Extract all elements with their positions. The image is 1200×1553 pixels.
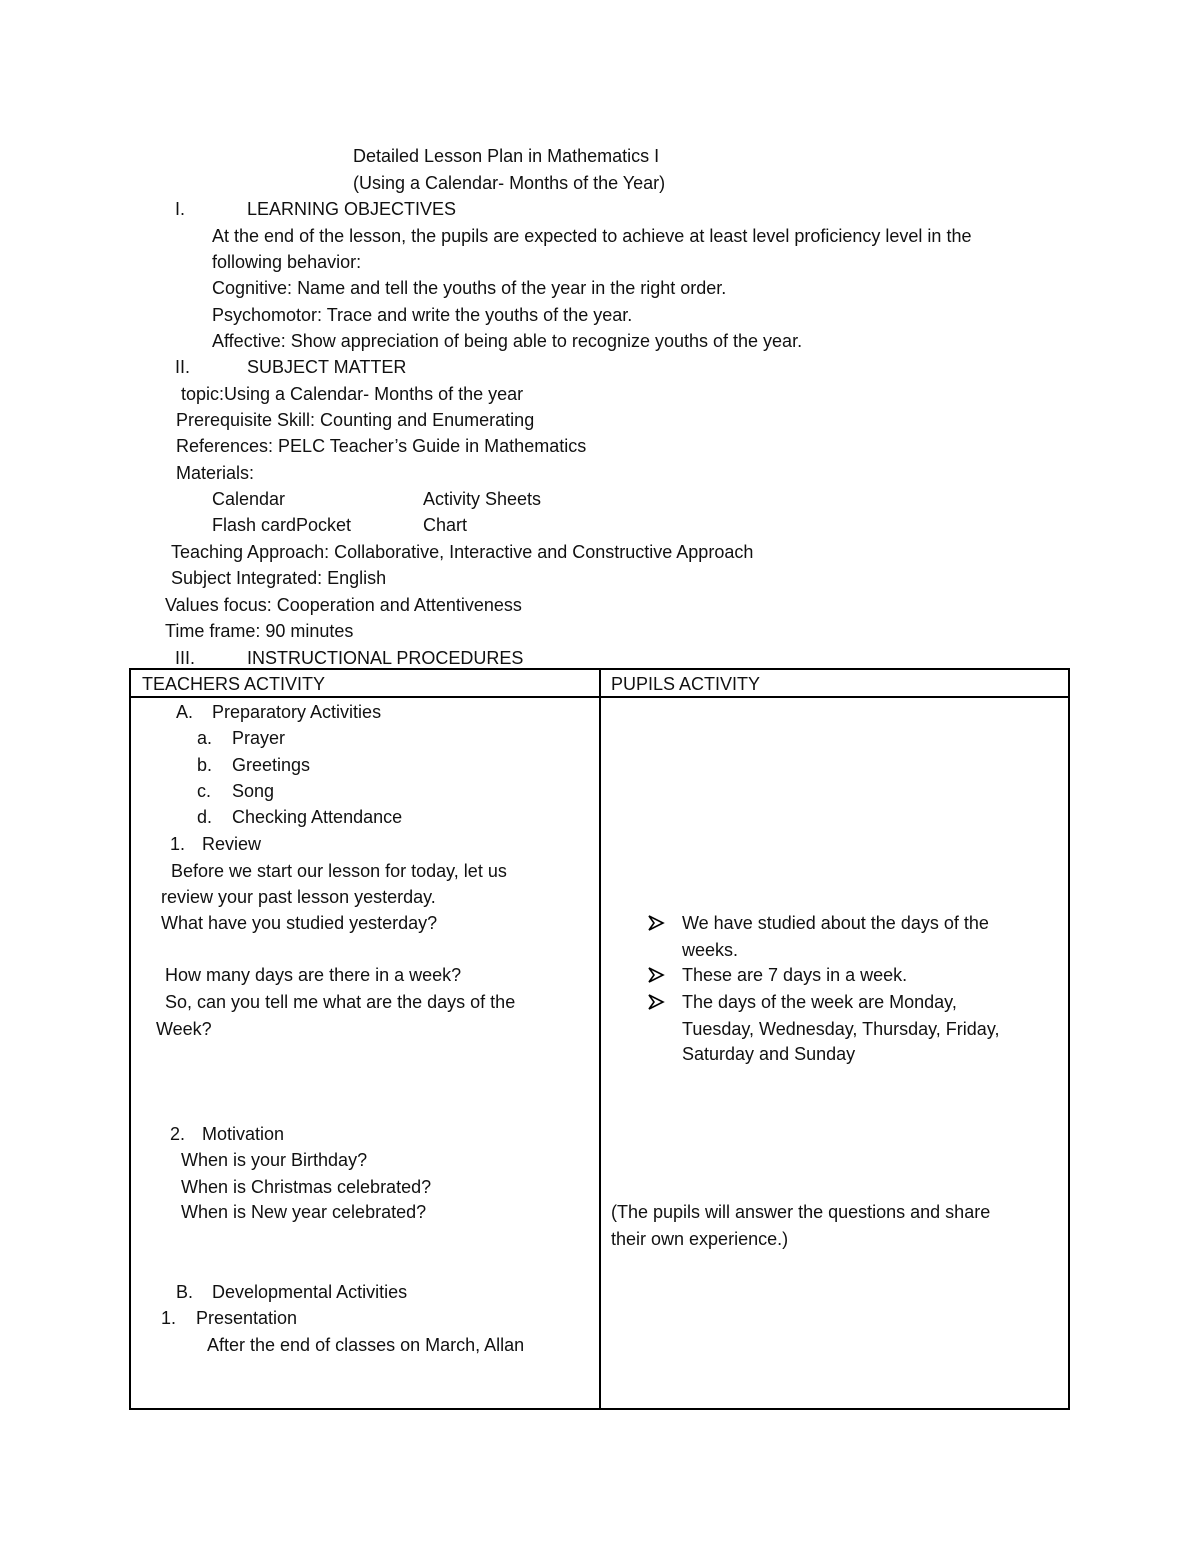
presentation-heading: Presentation (196, 1308, 298, 1328)
subject-integrated: Subject Integrated: English (171, 568, 387, 588)
section-3-heading: INSTRUCTIONAL PROCEDURES (247, 648, 524, 668)
arrow-bullet-icon (647, 993, 665, 1011)
prep-item-checking-attendance: Checking Attendance (232, 807, 403, 827)
cognitive-label: Cognitive: (212, 278, 293, 298)
prep-item-song: Song (232, 781, 275, 801)
objectives-intro-line1: At the end of the lesson, the pupils are expected to achieve at least level proficiency level in the (212, 226, 972, 246)
subject-teaching-approach: Teaching Approach: Collaborative, Interactive and Constructive Approach (171, 542, 754, 562)
header-teachers-activity: TEACHERS ACTIVITY (142, 674, 326, 694)
pupil-answer-share-line2: their own experience.) (611, 1229, 789, 1249)
objective-affective (212, 330, 802, 352)
affective-label: Affective: (212, 331, 286, 351)
review-text-line2: review your past lesson yesterday. (161, 887, 436, 907)
prep-item-marker: c. (197, 781, 212, 801)
section-1-numeral: I. (175, 199, 186, 219)
materials-label: Materials: (176, 463, 255, 483)
motivation-question-new-year: When is New year celebrated? (181, 1202, 427, 1222)
section-2-numeral: II. (175, 357, 191, 377)
subject-references: References: PELC Teacher’s Guide in Mathematics (176, 436, 587, 456)
subject-prerequisite: Prerequisite Skill: Counting and Enumerating (176, 410, 535, 430)
header-pupils-activity: PUPILS ACTIVITY (611, 674, 761, 694)
prep-item-marker: b. (197, 755, 213, 775)
developmental-heading: Developmental Activities (212, 1282, 408, 1302)
subject-time-frame: Time frame: 90 minutes (165, 621, 354, 641)
question-studied-yesterday: What have you studied yesterday? (161, 913, 438, 933)
pupil-answer-share-line1: (The pupils will answer the questions and share (611, 1202, 991, 1222)
motivation-heading: Motivation (202, 1124, 285, 1144)
cognitive-text: Name and tell the youths of the year in the right order. (297, 278, 727, 298)
psychomotor-text: Trace and write the youths of the year. (326, 305, 633, 325)
review-text-line1: Before we start our lesson for today, let us (171, 861, 507, 881)
question-days-in-week: How many days are there in a week? (165, 965, 462, 985)
doc-title: Detailed Lesson Plan in Mathematics I (353, 146, 660, 166)
motivation-question-birthday: When is your Birthday? (181, 1150, 368, 1170)
motivation-question-christmas: When is Christmas celebrated? (181, 1177, 432, 1197)
doc-subtitle: (Using a Calendar- Months of the Year) (353, 173, 666, 193)
pupil-answer-seven-days: These are 7 days in a week. (682, 965, 908, 985)
prep-item-prayer: Prayer (232, 728, 286, 748)
prep-item-marker: d. (197, 807, 213, 827)
psychomotor-label: Psychomotor: (212, 305, 323, 325)
section-3-numeral: III. (175, 648, 196, 668)
subject-values-focus: Values focus: Cooperation and Attentiveness (165, 595, 522, 615)
question-days-of-week-line2: Week? (156, 1019, 212, 1039)
objectives-intro-line2: following behavior: (212, 252, 362, 272)
section-1-heading: LEARNING OBJECTIVES (247, 199, 457, 219)
pupil-answer-days-line2: Tuesday, Wednesday, Thursday, Friday, (682, 1019, 1000, 1039)
material-flash-card-pocket: Flash cardPocket (212, 515, 352, 535)
table-column-divider (599, 668, 601, 1410)
objective-cognitive (212, 277, 726, 299)
prep-activities-marker: A. (176, 702, 194, 722)
material-chart: Chart (423, 515, 468, 535)
pupil-answer-days-line1: The days of the week are Monday, (682, 992, 957, 1012)
presentation-marker: 1. (161, 1308, 177, 1328)
review-heading: Review (202, 834, 262, 854)
subject-topic: topic:Using a Calendar- Months of the year (181, 384, 524, 404)
motivation-marker: 2. (170, 1124, 186, 1144)
objective-psychomotor (212, 304, 632, 326)
presentation-text: After the end of classes on March, Allan (207, 1335, 525, 1355)
question-days-of-week-line1: So, can you tell me what are the days of the (165, 992, 516, 1012)
table-header-divider (129, 696, 1070, 698)
review-marker: 1. (170, 834, 186, 854)
arrow-bullet-icon (647, 966, 665, 984)
prep-item-greetings: Greetings (232, 755, 311, 775)
pupil-answer-studied-line1: We have studied about the days of the (682, 913, 989, 933)
arrow-bullet-icon (647, 914, 665, 932)
section-2-heading: SUBJECT MATTER (247, 357, 407, 377)
prep-activities-heading: Preparatory Activities (212, 702, 382, 722)
prep-item-marker: a. (197, 728, 213, 748)
pupil-answer-days-line3: Saturday and Sunday (682, 1044, 856, 1064)
material-activity-sheets: Activity Sheets (423, 489, 542, 509)
pupil-answer-studied-line2: weeks. (682, 940, 739, 960)
material-calendar: Calendar (212, 489, 286, 509)
affective-text: Show appreciation of being able to recognize youths of the year. (290, 331, 803, 351)
developmental-marker: B. (176, 1282, 194, 1302)
